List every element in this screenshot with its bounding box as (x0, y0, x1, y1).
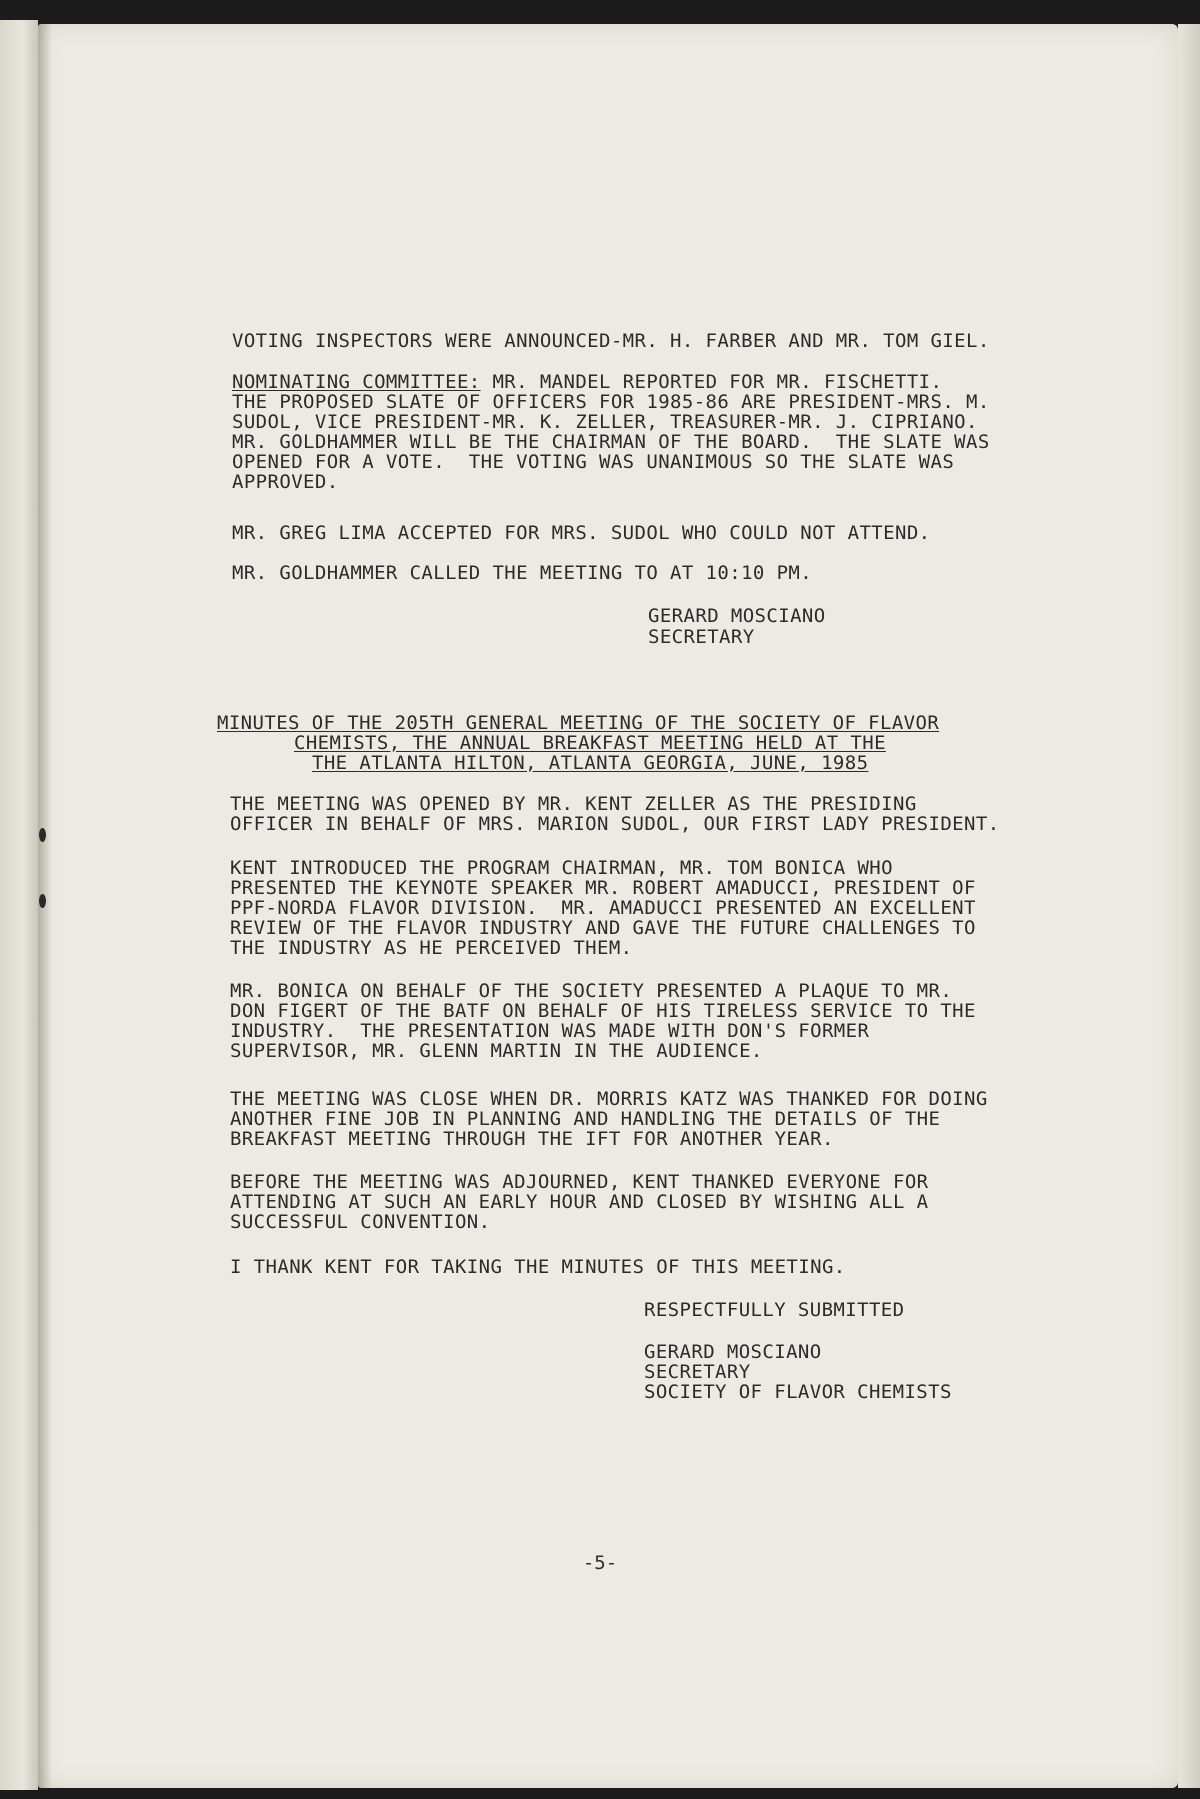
paragraph-line: OFFICER IN BEHALF OF MRS. MARION SUDOL, OUR FIRST LADY PRESIDENT. (230, 813, 1000, 835)
signature-title: SECRETARY (648, 626, 755, 648)
paragraph-line: ANOTHER FINE JOB IN PLANNING AND HANDLING THE DETAILS OF THE (230, 1108, 941, 1130)
paragraph-line: ATTENDING AT SUCH AN EARLY HOUR AND CLOSED BY WISHING ALL A (230, 1191, 929, 1213)
paragraph-line: BREAKFAST MEETING THROUGH THE IFT FOR ANOTHER YEAR. (230, 1128, 834, 1150)
nominating-line: MR. GOLDHAMMER WILL BE THE CHAIRMAN OF THE BOARD. THE SLATE WAS (232, 431, 990, 453)
signature-title: SECRETARY (644, 1361, 751, 1383)
paragraph-line: SUCCESSFUL CONVENTION. (230, 1211, 491, 1233)
paragraph-line: THE MEETING WAS OPENED BY MR. KENT ZELLER AS THE PRESIDING (230, 793, 917, 815)
lima-line: MR. GREG LIMA ACCEPTED FOR MRS. SUDOL WHO COULD NOT ATTEND. (232, 522, 931, 544)
signature-name: GERARD MOSCIANO (648, 605, 826, 627)
nominating-line: THE PROPOSED SLATE OF OFFICERS FOR 1985-86 ARE PRESIDENT-MRS. M. (232, 391, 990, 413)
minutes-heading-line: MINUTES OF THE 205TH GENERAL MEETING OF THE SOCIETY OF FLAVOR (217, 712, 940, 734)
closing-line: RESPECTFULLY SUBMITTED (644, 1299, 905, 1321)
paragraph-line: BEFORE THE MEETING WAS ADJOURNED, KENT THANKED EVERYONE FOR (230, 1171, 929, 1193)
right-page-edge (1178, 24, 1200, 1788)
nominating-committee-label: NOMINATING COMMITTEE: (232, 371, 481, 393)
nominating-committee-line (232, 372, 942, 392)
left-page-edge (0, 20, 38, 1790)
voting-inspectors-line: VOTING INSPECTORS WERE ANNOUNCED-MR. H. FARBER AND MR. TOM GIEL. (232, 330, 990, 352)
signature-name: GERARD MOSCIANO (644, 1341, 822, 1363)
nominating-line: SUDOL, VICE PRESIDENT-MR. K. ZELLER, TREASURER-MR. J. CIPRIANO. (232, 411, 978, 433)
paragraph-line: SUPERVISOR, MR. GLENN MARTIN IN THE AUDIENCE. (230, 1040, 763, 1062)
paragraph-line: MR. BONICA ON BEHALF OF THE SOCIETY PRESENTED A PLAQUE TO MR. (230, 980, 953, 1002)
paragraph-line: PRESENTED THE KEYNOTE SPEAKER MR. ROBERT AMADUCCI, PRESIDENT OF (230, 877, 976, 899)
thanks-line: I THANK KENT FOR TAKING THE MINUTES OF THIS MEETING. (230, 1256, 846, 1278)
nominating-line: MR. MANDEL REPORTED FOR MR. FISCHETTI. (480, 371, 943, 393)
binding-hole-mark (39, 828, 46, 842)
minutes-heading-line: THE ATLANTA HILTON, ATLANTA GEORGIA, JUNE, 1985 (312, 752, 869, 774)
paragraph-line: PPF-NORDA FLAVOR DIVISION. MR. AMADUCCI PRESENTED AN EXCELLENT (230, 897, 976, 919)
paragraph-line: REVIEW OF THE FLAVOR INDUSTRY AND GAVE THE FUTURE CHALLENGES TO (230, 917, 976, 939)
signature-org: SOCIETY OF FLAVOR CHEMISTS (644, 1381, 952, 1403)
paragraph-line: THE INDUSTRY AS HE PERCEIVED THEM. (230, 937, 633, 959)
paragraph-line: DON FIGERT OF THE BATF ON BEHALF OF HIS TIRELESS SERVICE TO THE (230, 1000, 976, 1022)
goldhammer-line: MR. GOLDHAMMER CALLED THE MEETING TO AT 10:10 PM. (232, 562, 813, 584)
paragraph-line: THE MEETING WAS CLOSE WHEN DR. MORRIS KATZ WAS THANKED FOR DOING (230, 1088, 988, 1110)
paragraph-line: KENT INTRODUCED THE PROGRAM CHAIRMAN, MR. TOM BONICA WHO (230, 857, 893, 879)
page-number: -5- (582, 1552, 618, 1574)
nominating-line: APPROVED. (232, 471, 339, 493)
nominating-line: OPENED FOR A VOTE. THE VOTING WAS UNANIMOUS SO THE SLATE WAS (232, 451, 955, 473)
binding-hole-mark (39, 894, 46, 908)
minutes-heading-line: CHEMISTS, THE ANNUAL BREAKFAST MEETING HELD AT THE (294, 732, 886, 754)
paragraph-line: INDUSTRY. THE PRESENTATION WAS MADE WITH DON'S FORMER (230, 1020, 870, 1042)
